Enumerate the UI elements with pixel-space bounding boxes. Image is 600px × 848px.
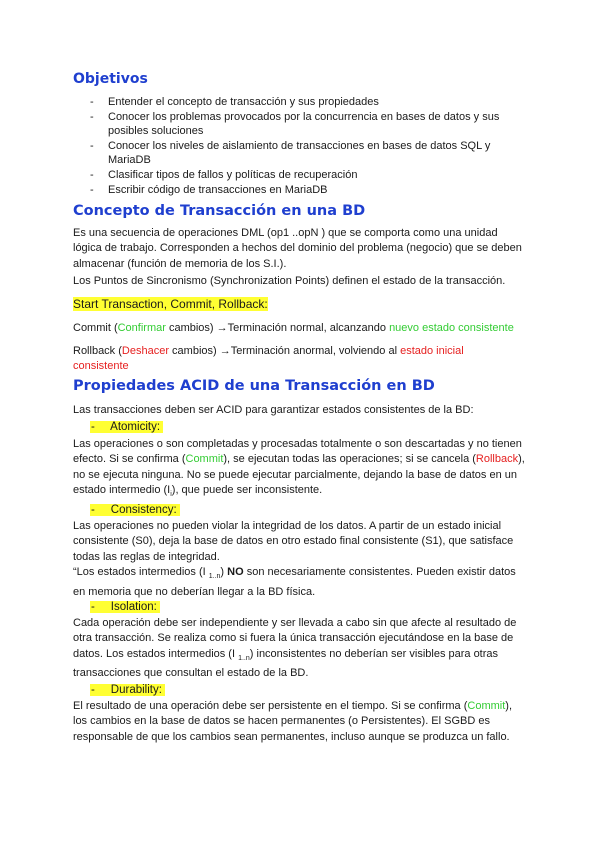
list-item: - Clasificar tipos de fallos y políticas de recuperación bbox=[90, 169, 358, 181]
paragraph-consistency: Las operaciones no pueden violar la integridad de los datos. A partir de un estado inicial consistente (S0), deja la base de datos en otro estado final consistente (S1), que satisface todas las reglas de integridad. bbox=[73, 520, 514, 563]
subheading-atomicity: - Atomicity: bbox=[90, 421, 163, 433]
list-item: - Escribir código de transacciones en MariaDB bbox=[90, 183, 328, 196]
paragraph-consistency-note: “Los estados intermedios (I $_{1..n}$) NO son necesariamente consistentes. Pueden existir datos en memoria que no deberían llegar a la BD física. bbox=[73, 566, 516, 598]
paragraph-atomicity: Las operaciones o son completadas y procesadas totalmente o son descartadas y no tienen efecto. Si se confirma (Commit), se ejecutan todas las operaciones; si se cancela (Rollback), no se ejecuta ninguna. No se puede ejecutar parcialmente, dejando la base de datos en un estado intermedio $(I_i)$, que puede ser inconsistente. bbox=[73, 438, 525, 499]
subheading-isolation: - Isolation: bbox=[90, 601, 160, 613]
heading-acid: Propiedades ACID de una Transacción en BD bbox=[73, 378, 435, 394]
paragraph-concepto: Es una secuencia de operaciones DML (op1 ..opN ) que se comporta como una unidad lógica de trabajo. Corresponden a hechos del dominio del problema (negocio) que se deben almacenar (función de memoria de los S.I.). bbox=[73, 227, 522, 270]
paragraph-isolation: Cada operación debe ser independiente y ser llevada a cabo sin que afecte al resultado de otra transacción. Se realiza como si fuera la única transacción ejecutándose en la base de datos. Los estados intermedios (I $_{1..n}$) inconsistentes no deberían ser visibles para otras transacciones que consultan el estado de la BD. bbox=[73, 617, 517, 680]
list-item: - Entender el concepto de transacción y sus propiedades bbox=[90, 96, 379, 108]
paragraph-acid-intro: Las transacciones deben ser ACID para garantizar estados consistentes de la BD: bbox=[73, 404, 474, 416]
list-item: - Conocer los problemas provocados por la concurrencia en bases de datos y sus posibles soluciones bbox=[90, 110, 500, 138]
heading-concepto: Concepto de Transacción en una BD bbox=[73, 203, 366, 219]
paragraph-commit: Commit (Confirmar cambios) →Terminación normal, alcanzando nuevo estado consistente bbox=[73, 322, 514, 334]
highlight-sync-points: Start Transaction, Commit, Rollback: bbox=[73, 297, 268, 311]
subheading-durability: - Durability: bbox=[90, 684, 165, 696]
list-item: - Conocer los niveles de aislamiento de transacciones en bases de datos SQL y MariaDB bbox=[90, 139, 491, 167]
paragraph-puntos-sincronismo: Los Puntos de Sincronismo (Synchronization Points) definen el estado de la transacción. bbox=[73, 275, 506, 287]
paragraph-rollback: Rollback (Deshacer cambios) →Terminación anormal, volviendo al estado inicial consistente bbox=[73, 345, 464, 373]
subheading-consistency: - Consistency: bbox=[90, 504, 180, 516]
heading-objetivos: Objetivos bbox=[73, 71, 148, 87]
paragraph-durability: El resultado de una operación debe ser persistente en el tiempo. Si se confirma (Commit), los cambios en la base de datos se hacen permanentes (o Persistentes). El SGBD es responsable de que los cambios sean permanentes, incluso aunque se produzca un fallo. bbox=[73, 700, 513, 743]
